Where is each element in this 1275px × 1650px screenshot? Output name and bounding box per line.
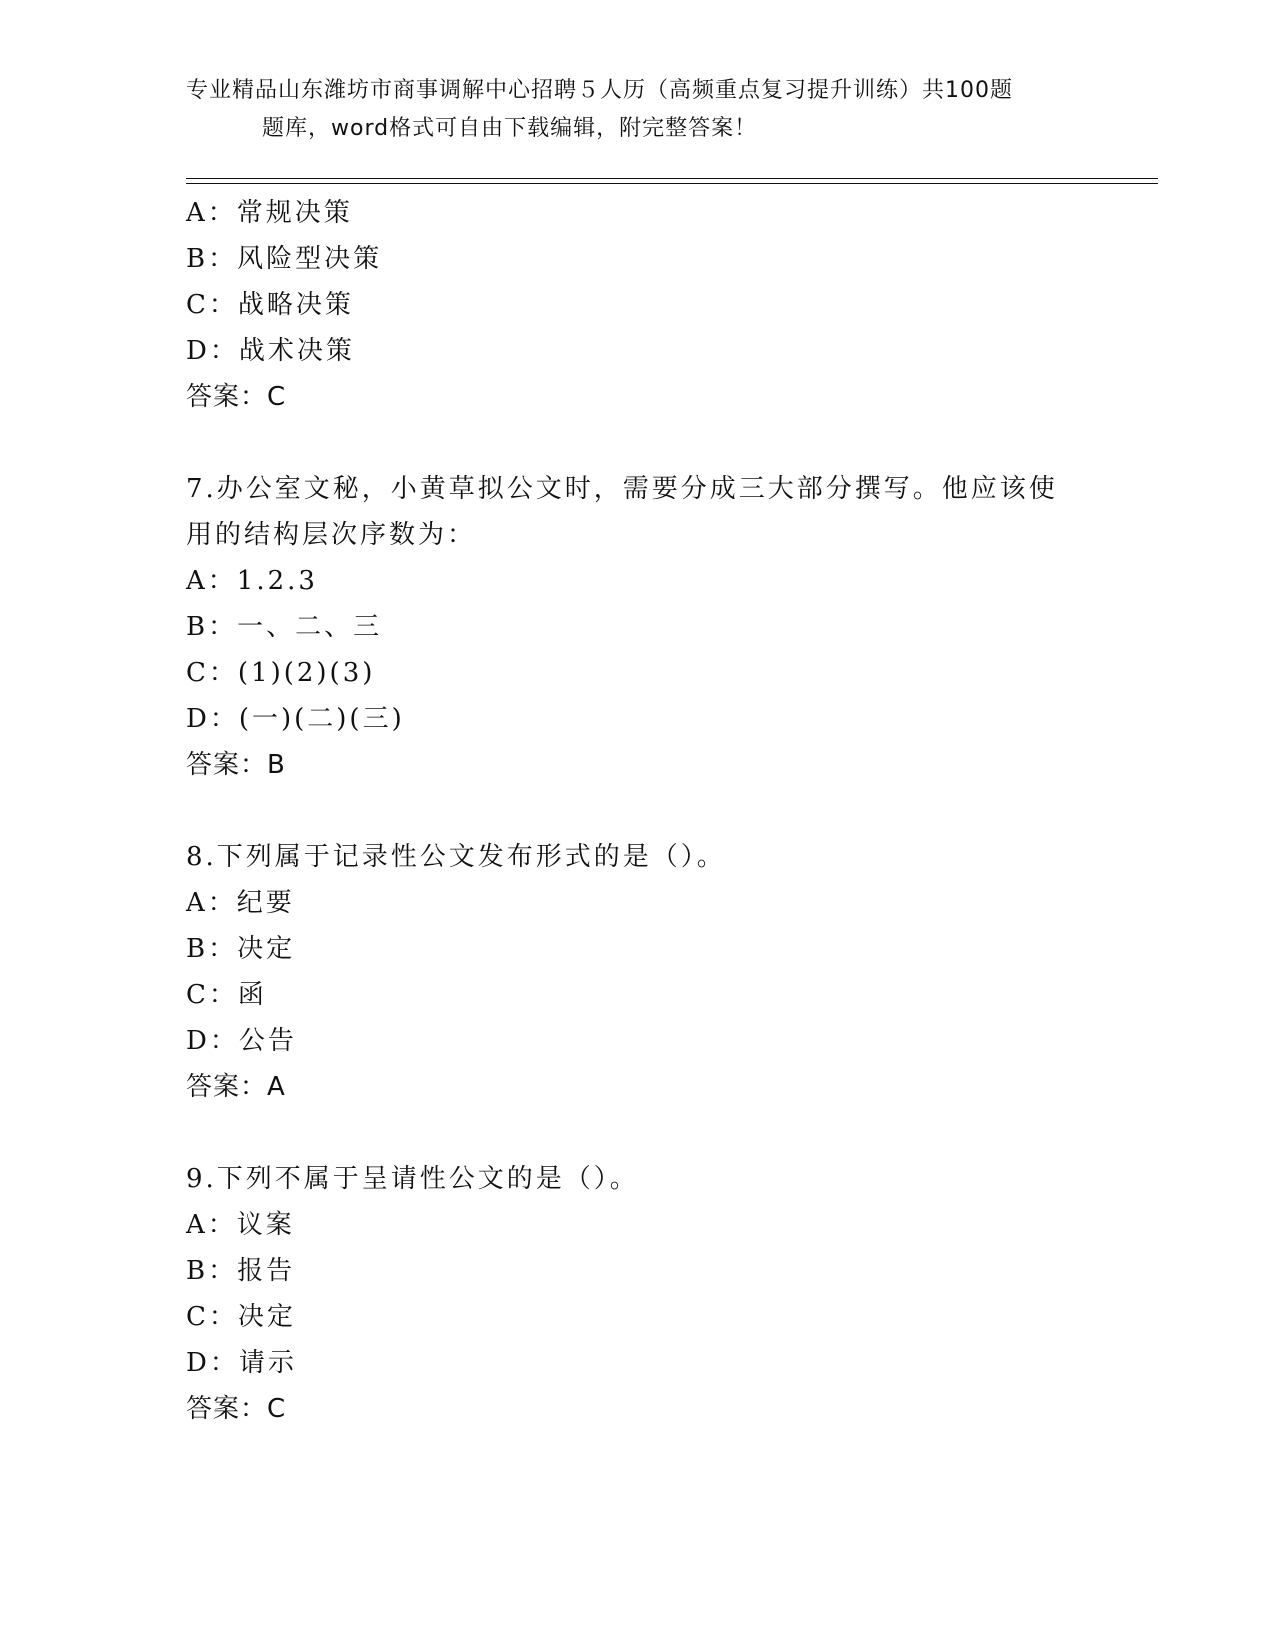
question-6 xyxy=(186,190,1086,420)
option-a: A：1.2.3 xyxy=(186,566,318,596)
spacer xyxy=(186,420,1086,466)
option-d: D：请示 xyxy=(186,1348,297,1378)
answer: 答案：A xyxy=(186,1072,286,1102)
option-b: B：报告 xyxy=(186,1256,296,1286)
question-stem: 9.下列不属于呈请性公文的是（）。 xyxy=(186,1164,639,1194)
option-c: C：(1)(2)(3) xyxy=(186,658,376,688)
answer: 答案：C xyxy=(186,382,287,412)
question-stem-line-1: 7.办公室文秘，小黄草拟公文时，需要分成三大部分撰写。他应该使 xyxy=(186,474,1058,504)
question-stem-line-2: 用的结构层次序数为： xyxy=(186,520,477,550)
option-c: C：战略决策 xyxy=(186,290,354,320)
question-stem: 8.下列属于记录性公文发布形式的是（）。 xyxy=(186,842,726,872)
option-b: B：一、二、三 xyxy=(186,612,383,642)
option-a: A：纪要 xyxy=(186,888,295,918)
option-c: C：决定 xyxy=(186,1302,296,1332)
spacer xyxy=(186,788,1086,834)
question-8 xyxy=(186,834,1086,1110)
spacer xyxy=(186,1110,1086,1156)
question-7 xyxy=(186,466,1086,788)
option-c: C：函 xyxy=(186,980,267,1010)
header-title-line-1: 专业精品山东潍坊市商事调解中心招聘５人历（高频重点复习提升训练）共100题 xyxy=(186,78,1013,103)
answer: 答案：C xyxy=(186,1394,287,1424)
header-divider-bottom xyxy=(186,183,1158,184)
header-divider-top xyxy=(186,178,1158,179)
option-d: D：公告 xyxy=(186,1026,297,1056)
option-d: D：(一)(二)(三) xyxy=(186,704,405,734)
document-header xyxy=(186,72,1086,148)
option-a: A：常规决策 xyxy=(186,198,353,228)
question-list xyxy=(186,190,1086,1432)
option-b: B：决定 xyxy=(186,934,296,964)
option-b: B：风险型决策 xyxy=(186,244,383,274)
answer: 答案：B xyxy=(186,750,286,780)
header-title-line-2: 题库，word格式可自由下载编辑，附完整答案！ xyxy=(262,116,758,141)
question-9 xyxy=(186,1156,1086,1432)
option-d: D：战术决策 xyxy=(186,336,355,366)
option-a: A：议案 xyxy=(186,1210,295,1240)
